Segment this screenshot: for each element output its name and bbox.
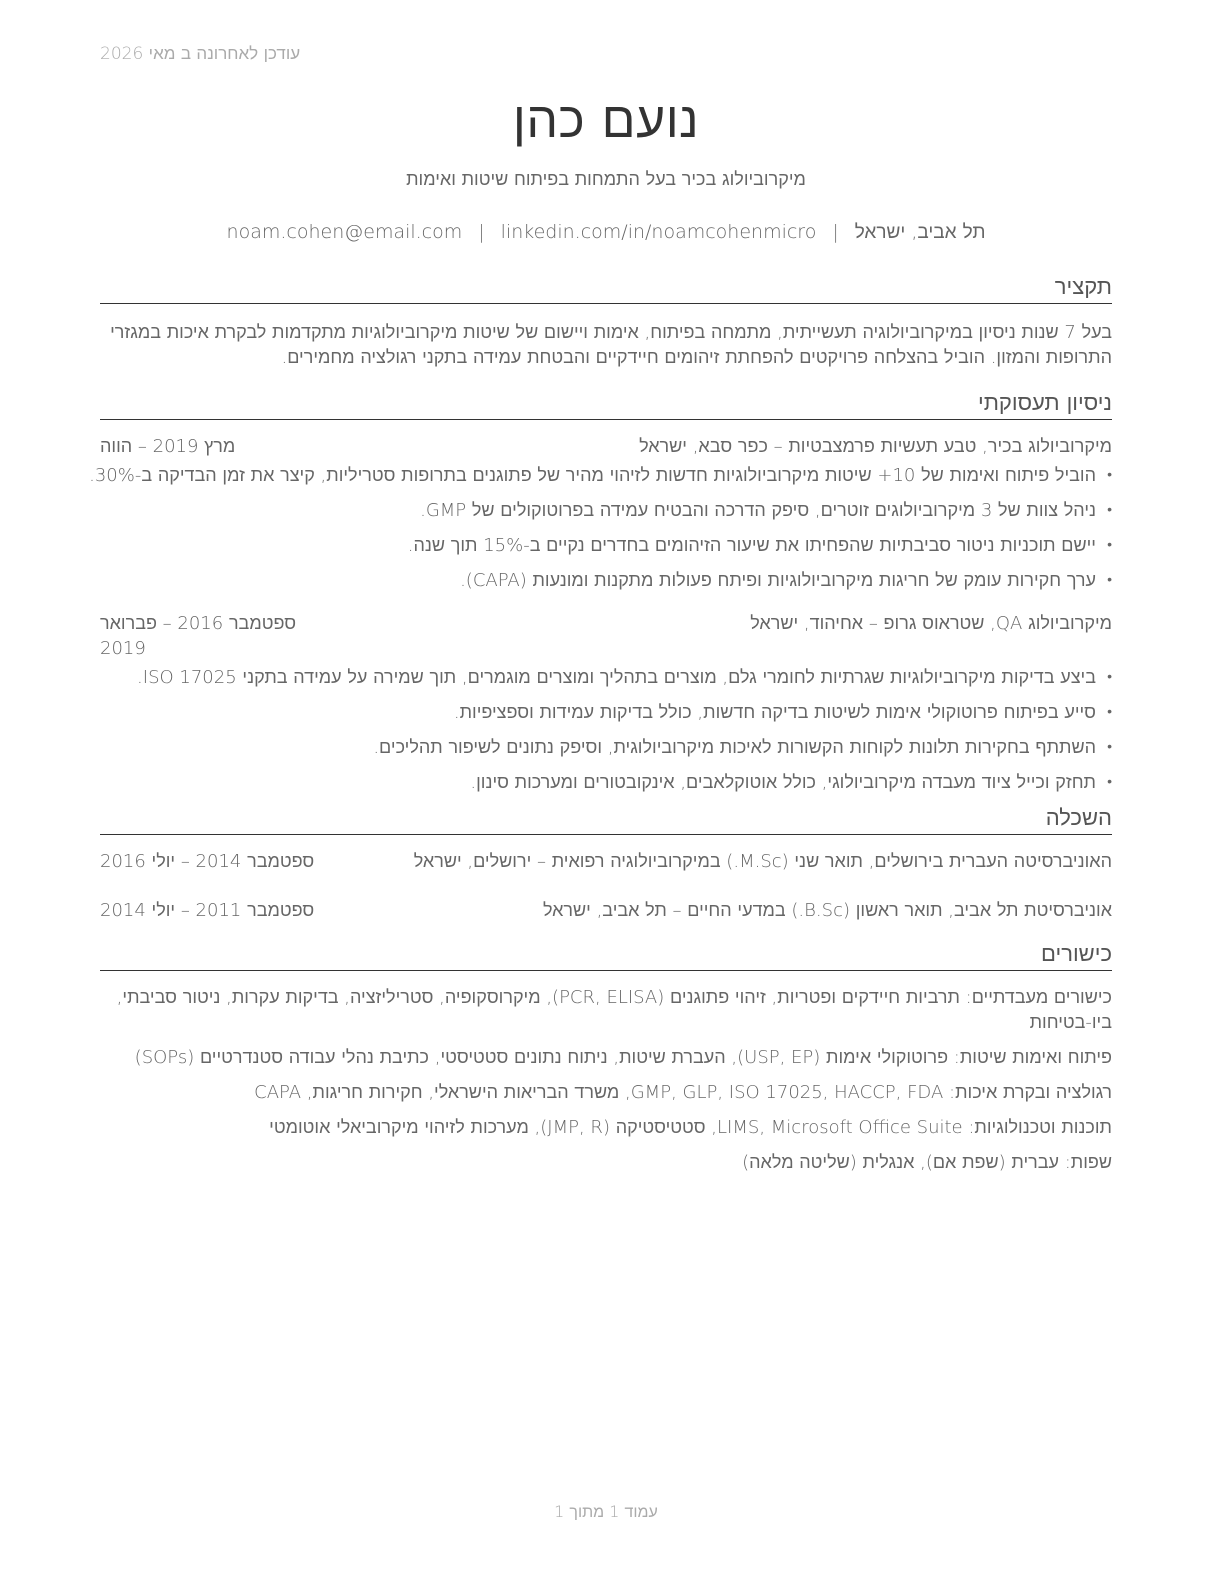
education-degree: האוניברסיטה העברית בירושלים, תואר שני (M.Sc.) במיקרוביולוגיה רפואית – ירושלים, ישראל [413,851,1112,872]
section-title-experience: ניסיון תעסוקתי [100,390,1112,420]
contact-separator: | [832,221,839,243]
skills-line: תוכנות וטכנולוגיות: LIMS, Microsoft Office Suite, סטטיסטיקה (JMP, R), מערכות לזיהוי מיקרוביאלי אוטומטי [269,1117,1112,1138]
job-entry [100,611,1112,795]
resume-header [100,90,1112,244]
skills-line: שפות: עברית (שפת אם), אנגלית (שליטה מלאה) [742,1152,1112,1173]
education-entry [100,898,1112,923]
education-section [100,805,1112,923]
job-role: מיקרוביולוג QA, שטראוס גרופ – אחיהוד, ישראל [750,613,1112,634]
page-number-footer: עמוד 1 מתוך 1 [554,1502,658,1521]
job-header [100,611,1112,661]
contact-line [100,220,1112,244]
contact-linkedin[interactable]: linkedin.com/in/noamcohenmicro [500,221,817,243]
candidate-tagline: מיקרוביולוג בכיר בעל התמחות בפיתוח שיטות ואימות [406,169,806,190]
job-bullet: • הוביל פיתוח ואימות של 10+ שיטות מיקרוביולוגיות חדשות לזיהוי מהיר של פתוגנים בתרופות סטריליות, קיצר את זמן הבדיקה ב-30%. [100,463,1112,488]
education-degree: אוניברסיטת תל אביב, תואר ראשון (B.Sc.) במדעי החיים – תל אביב, ישראל [542,900,1112,921]
job-entry [89,434,1112,593]
skills-line: כישורים מעבדתיים: תרביות חיידקים ופטריות, זיהוי פתוגנים (PCR, ELISA), מיקרוסקופיה, סטריליזציה, בדיקות עקרות, ניטור סביבתי, ביו-בטיחות [116,987,1112,1033]
job-bullet: • ביצע בדיקות מיקרוביולוגיות שגרתיות לחומרי גלם, מוצרים בתהליך ומוצרים מוגמרים, תוך שמירה על עמידה בתקני ISO 17025. [100,665,1112,690]
job-dates: ספטמבר 2016 – פברואר 2019 [100,613,297,659]
job-bullet: • ערך חקירות עומק של חריגות מיקרוביולוגיות ופיתח פעולות מתקנות ומונעות (CAPA). [100,568,1112,593]
contact-location: תל אביב, ישראל [854,221,986,243]
job-bullet: • תחזק וכייל ציוד מעבדה מיקרוביולוגי, כולל אוטוקלאבים, אינקובטורים ומערכות סינון. [100,770,1112,795]
job-header [100,434,1112,459]
job-bullet: • סייע בפיתוח פרוטוקולי אימות לשיטות בדיקה חדשות, כולל בדיקות עמידות וספציפיות. [100,700,1112,725]
summary-text: בעל 7 שנות ניסיון במיקרוביולוגיה תעשייתית, מתמחה בפיתוח, אימות ויישום של שיטות מיקרוביולוגיות מתקדמות לבקרת איכות במגזרי התרופות והמזון. הוביל בהצלחה פרויקטים להפחתת זיהומים חיידקיים והבטחת עמידה בתקני רגולציה מחמירים. [110,322,1112,368]
summary-section [100,274,1112,370]
job-bullet: • ניהל צוות של 3 מיקרוביולוגים זוטרים, סיפק הדרכה והבטיח עמידה בפרוטוקולים של GMP. [100,498,1112,523]
section-title-education: השכלה [100,805,1112,835]
section-title-summary: תקציר [100,274,1112,304]
job-bullet: • השתתף בחקירות תלונות לקוחות הקשורות לאיכות מיקרוביולוגית, וסיפק נתונים לשיפור תהליכים. [100,735,1112,760]
education-dates: ספטמבר 2014 – יולי 2016 [100,851,315,872]
job-bullet: • יישם תוכניות ניטור סביבתיות שהפחיתו את שיעור הזיהומים בחדרים נקיים ב-15% תוך שנה. [100,533,1112,558]
section-title-skills: כישורים [100,941,1112,971]
job-bullets [100,665,1112,795]
resume-content [89,274,1112,1185]
experience-section [89,390,1112,795]
education-entry [100,849,1112,874]
job-role: מיקרוביולוג בכיר, טבע תעשיות פרמצבטיות – כפר סבא, ישראל [639,436,1112,457]
skills-list [100,985,1112,1175]
job-dates: מרץ 2019 – הווה [100,436,236,457]
job-bullets [89,463,1112,593]
skills-line: פיתוח ואימות שיטות: פרוטוקולי אימות (USP, EP), העברת שיטות, ניתוח נתונים סטטיסטי, כתיבת נהלי עבודה סטנדרטיים (SOPs) [134,1047,1112,1068]
contact-email[interactable]: noam.cohen@email.com [226,221,463,243]
candidate-name: נועם כהן [512,91,700,149]
skills-section [100,941,1112,1175]
education-dates: ספטמבר 2011 – יולי 2014 [100,900,315,921]
contact-separator: | [478,221,485,243]
last-updated-note: עודכן לאחרונה ב מאי 2026 [100,44,301,64]
skills-line: רגולציה ובקרת איכות: GMP, GLP, ISO 17025, HACCP, FDA, משרד הבריאות הישראלי, חקירות חריגות, CAPA [254,1082,1112,1103]
